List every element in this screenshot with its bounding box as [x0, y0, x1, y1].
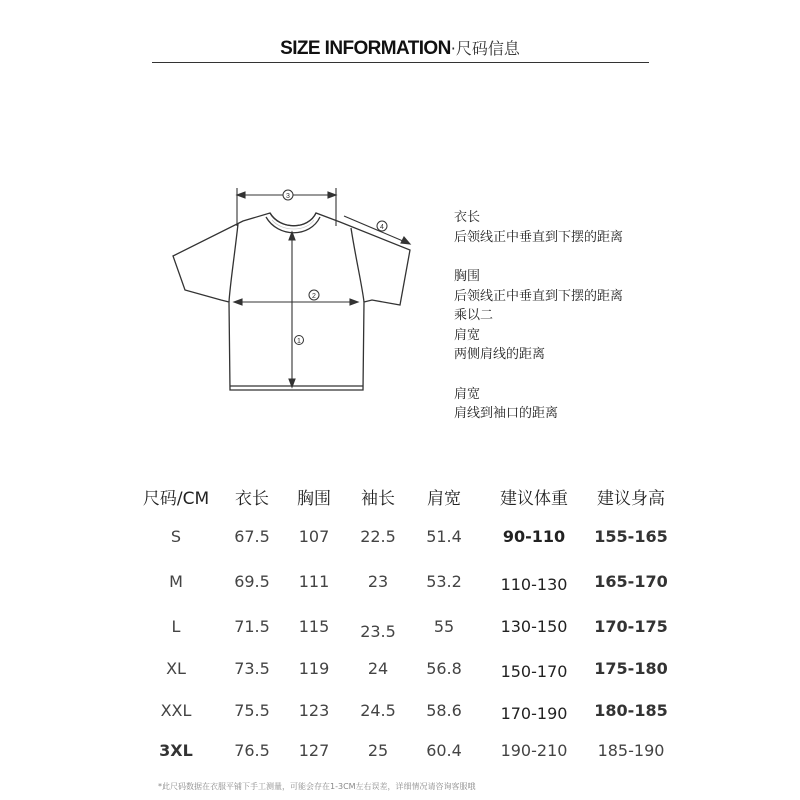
cell-chest: 123 — [298, 701, 330, 720]
header-height: 建议身高 — [597, 489, 665, 509]
cell-size: L — [171, 617, 181, 636]
cell-height: 155-165 — [594, 527, 668, 546]
footnote: *此尺码数据在衣服平铺下手工测量，可能会存在1-3CM左右误差，详细情况请咨询客服哦 — [158, 782, 476, 791]
marker-4-label: 4 — [380, 224, 384, 231]
cell-shoulder: 58.6 — [426, 701, 462, 720]
cell-chest: 119 — [298, 659, 330, 678]
note-chest-desc: 后领线正中垂直到下摆的距离 — [454, 288, 624, 304]
cell-weight: 190-210 — [500, 741, 568, 760]
cell-sleeve: 22.5 — [360, 527, 396, 546]
note-chest-desc-2: 乘以二 — [454, 308, 494, 323]
cell-weight: 110-130 — [500, 575, 568, 594]
header-sleeve: 袖长 — [361, 489, 395, 509]
cell-shoulder: 56.8 — [426, 659, 462, 678]
header-size: 尺码/CM — [142, 489, 210, 509]
cell-weight: 130-150 — [500, 617, 568, 636]
title-chinese: 尺码信息 — [455, 39, 520, 58]
cell-height: 170-175 — [594, 617, 668, 636]
header-divider — [152, 62, 649, 63]
header-chest: 胸围 — [297, 489, 331, 509]
header-shoulder: 肩宽 — [427, 489, 461, 509]
measure-markers — [283, 190, 387, 345]
cell-weight: 90-110 — [502, 527, 566, 546]
title-english: SIZE INFORMATION — [280, 38, 451, 59]
cell-size: M — [169, 572, 183, 591]
cell-length: 75.5 — [234, 701, 270, 720]
cell-size: S — [170, 527, 182, 546]
cell-sleeve: 25 — [367, 741, 389, 760]
header-length: 衣长 — [235, 489, 269, 509]
cell-chest: 107 — [298, 527, 330, 546]
cell-sleeve: 24 — [367, 659, 389, 678]
cell-chest: 127 — [298, 741, 330, 760]
tshirt-measurement-diagram — [160, 180, 430, 400]
cell-height: 175-180 — [594, 659, 668, 678]
cell-sleeve: 23.5 — [360, 622, 396, 641]
marker-2-label: 2 — [312, 293, 316, 300]
cell-length: 73.5 — [234, 659, 270, 678]
cell-length: 69.5 — [234, 572, 270, 591]
cell-chest: 111 — [298, 572, 330, 591]
note-shoulder-title: 肩宽 — [454, 327, 481, 343]
note-chest-title: 胸围 — [454, 269, 481, 284]
page-header — [0, 36, 800, 60]
cell-weight: 170-190 — [500, 704, 568, 723]
cell-size: XL — [166, 659, 186, 678]
note-sleeve-title: 肩宽 — [454, 386, 481, 402]
note-sleeve-desc: 肩线到袖口的距离 — [454, 406, 559, 421]
cell-length: 71.5 — [234, 617, 270, 636]
header-weight: 建议体重 — [500, 489, 568, 509]
cell-length: 76.5 — [234, 741, 270, 760]
measurement-notes — [454, 208, 623, 424]
cell-shoulder: 53.2 — [426, 572, 462, 591]
cell-shoulder: 55 — [433, 617, 455, 636]
cell-shoulder: 60.4 — [426, 741, 462, 760]
cell-weight: 150-170 — [500, 662, 568, 681]
note-length-desc: 后领线正中垂直到下摆的距离 — [454, 229, 624, 245]
cell-height: 185-190 — [597, 741, 665, 760]
cell-shoulder: 51.4 — [426, 527, 462, 546]
note-length-title: 衣长 — [454, 210, 481, 225]
cell-height: 165-170 — [594, 572, 668, 591]
cell-sleeve: 23 — [367, 572, 389, 591]
note-shoulder-desc: 两侧肩线的距离 — [454, 347, 546, 362]
cell-sleeve: 24.5 — [360, 701, 396, 720]
marker-3-label: 3 — [286, 193, 290, 200]
cell-size: 3XL — [159, 741, 193, 760]
cell-chest: 115 — [298, 617, 330, 636]
cell-length: 67.5 — [234, 527, 270, 546]
measure-lines — [234, 188, 410, 387]
marker-1-label: 1 — [297, 338, 301, 345]
title-separator: · — [450, 39, 456, 58]
cell-height: 180-185 — [594, 701, 668, 720]
cell-size: XXL — [160, 701, 192, 720]
